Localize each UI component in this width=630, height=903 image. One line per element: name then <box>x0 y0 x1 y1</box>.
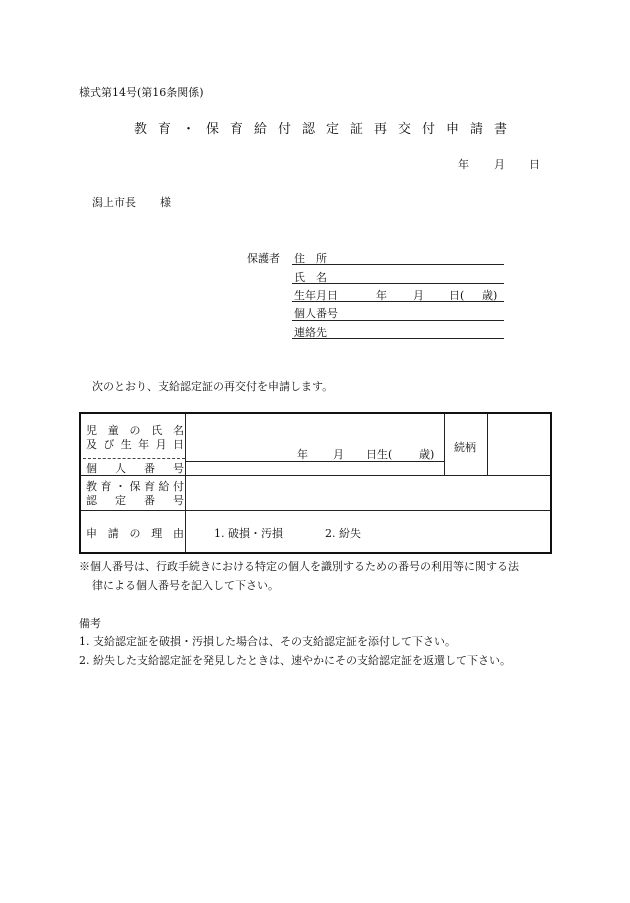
guardian-contact-line[interactable] <box>292 338 504 339</box>
cert-number-field[interactable] <box>187 477 549 509</box>
guardian-birth-day: 日( <box>449 289 465 302</box>
child-birth-month: 月 <box>333 448 344 461</box>
form-number: 様式第14号(第16条関係) <box>79 86 204 99</box>
table-divider-label-col <box>185 414 186 552</box>
date-year-label: 年 <box>458 158 469 171</box>
guardian-personal-number-line[interactable] <box>292 320 504 321</box>
addressee-honorific: 様 <box>160 196 171 209</box>
personal-number-label: 個 人 番 号 <box>86 462 184 475</box>
table-birth-row-line <box>185 461 444 462</box>
child-name-label-line1: 児 童 の 氏 名 <box>86 424 184 437</box>
guardian-birth-month: 月 <box>413 289 424 302</box>
guardian-birth-age: 歳) <box>482 289 498 302</box>
table-dashed-separator <box>83 458 185 459</box>
cert-number-label-line2: 認 定 番 号 <box>86 494 184 507</box>
guardian-name-line[interactable] <box>292 283 504 284</box>
relationship-field[interactable] <box>489 416 549 474</box>
child-birth-year: 年 <box>297 448 308 461</box>
reason-option-lost[interactable]: 2. 紛失 <box>325 527 361 540</box>
remarks-item-2: 2. 紛失した支給認定証を発見したときは、速やかにその支給認定証を返還して下さい。 <box>79 654 511 667</box>
relationship-label: 続柄 <box>454 441 476 454</box>
child-name-label-line2: 及 び 生 年 月 日 <box>86 438 184 451</box>
table-note-line1: ※個人番号は、行政手続きにおける特定の個人を識別するための番号の利用等に関する法 <box>79 560 519 573</box>
request-statement: 次のとおり、支給認定証の再交付を申請します。 <box>92 380 334 393</box>
remarks-item-1: 1. 支給認定証を破損・汚損した場合は、その支給認定証を添付して下さい。 <box>79 635 456 648</box>
table-divider-relationship-left <box>444 414 445 475</box>
guardian-label: 保護者 <box>247 252 280 265</box>
child-birth-day: 日生( <box>366 448 393 461</box>
guardian-address-line[interactable] <box>292 264 504 265</box>
cert-number-label-line1: 教 育 ・ 保 育 給 付 <box>86 480 184 493</box>
guardian-birth-year: 年 <box>376 289 387 302</box>
form-title: 教育・保育給付認定証再交付申請書 <box>134 122 519 137</box>
table-note-line2: 律による個人番号を記入して下さい。 <box>92 579 279 592</box>
guardian-address-label: 住 所 <box>294 252 327 265</box>
guardian-personal-number-label: 個人番号 <box>294 307 338 320</box>
table-divider-relationship-right <box>487 414 488 475</box>
guardian-name-label: 氏 名 <box>294 271 327 284</box>
date-day-label: 日 <box>529 158 540 171</box>
table-row-line-2 <box>81 510 550 511</box>
addressee-name: 潟上市長 <box>92 196 136 209</box>
guardian-birthdate-line[interactable] <box>292 301 504 302</box>
date-month-label: 月 <box>494 158 505 171</box>
guardian-birthdate-label: 生年月日 <box>294 289 338 302</box>
personal-number-field[interactable] <box>187 463 442 474</box>
remarks-heading: 備考 <box>79 617 101 630</box>
guardian-contact-label: 連絡先 <box>294 326 327 339</box>
reason-label: 申 請 の 理 由 <box>86 527 184 540</box>
reason-option-damaged[interactable]: 1. 破損・汚損 <box>214 527 283 540</box>
child-birth-age: 歳) <box>419 448 435 461</box>
child-name-field[interactable] <box>187 416 442 459</box>
application-table <box>79 412 552 554</box>
